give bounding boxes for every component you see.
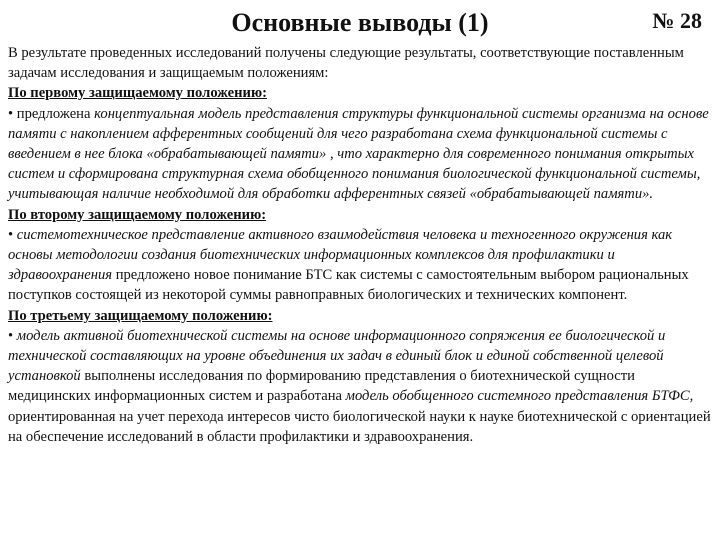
bullet-marker: • [8, 226, 14, 243]
section-3-italic-text-1: модель активной биотехнической системы на основе информационного сопряжения ее биологической и технической составляющих на уровне объединения их задач в единый блок и единой собственной целевой установкой [8, 327, 666, 385]
section-2-bullet [8, 225, 712, 306]
section-1-lead: предложена [16, 105, 91, 122]
bullet-marker: • [8, 105, 14, 122]
section-3-heading: По третьему защищаемому положению: [8, 307, 273, 324]
slide-title: Основные выводы (1) [231, 8, 489, 37]
section-3-italic-text-2: модель обобщенного системного представления БТФС, [345, 388, 694, 405]
section-3-plain-text-1: выполнены исследования по формированию представления о биотехнической сущности медицинских информационных систем и разработана [8, 368, 635, 405]
slide-body [8, 43, 712, 447]
section-2-italic-text: системотехническое представление активного взаимодействия человека и техногенного окружения как основы методологии создания биотехнических информационных комплексов для профилактики и здравоохранения [8, 226, 673, 284]
intro-paragraph: В результате проведенных исследований получены следующие результаты, соответствующие поставленным задачам исследования и защищаемым положениям: [8, 45, 684, 82]
section-3-bullet [8, 326, 712, 447]
section-1-bullet [8, 104, 712, 205]
section-1-italic-text: концептуальная модель представления структуры функциональной системы организма на основе памяти с накоплением афферентных сообщений для чего разработана схема функциональной системы с введением в нее блока «обрабатывающей памяти» , что характерно для современного понимания открытых систем и сформирована структурная схема обобщенного понимания биологической функциональной системы, учитывающая наличие необходимой для обработки афферентных связей «обрабатывающей памяти». [8, 105, 709, 203]
section-2-plain-text: предложено новое понимание БТС как системы с самостоятельным выбором рациональных поступков состоящей из некоторой суммы равноправных биологических и технических компонент. [8, 267, 689, 304]
section-3-plain-text-2: ориентированная на учет перехода интересов чисто биологической науки к науке биотехнической с ориентацией на обеспечение исследований в области профилактики и здравоохранения. [8, 408, 711, 445]
bullet-marker: • [8, 327, 14, 344]
slide-number: № 28 [652, 8, 702, 33]
section-1-heading: По первому защищаемому положению: [8, 85, 267, 102]
section-2-heading: По второму защищаемому положению: [8, 206, 267, 223]
